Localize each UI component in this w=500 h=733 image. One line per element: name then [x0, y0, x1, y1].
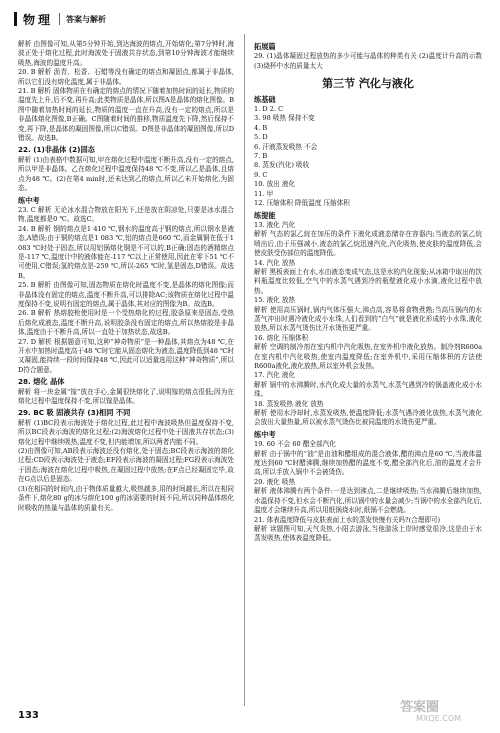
answer-paragraph: 12. 压缩体积 降低温度 压缩体积: [254, 199, 350, 208]
answer-paragraph: 11. 甲: [254, 189, 274, 198]
answer-paragraph: 23. C 解析 无论冰水混合物放在阳光下,还是放在阴凉处,只要是冰水混合物,温度都是0 ℃。故选C。: [18, 205, 234, 224]
answer-paragraph: 7. B: [254, 152, 268, 161]
answer-paragraph: 解析 空调的制冷剂在室内机中汽化吸热,在室外机中液化放热。制冷剂R600a在室内机中汽化吸热,使室内温度降低;在室外机中,采用压缩体积的方法使R600a液化,液化放热,所以室外机会发热。: [254, 343, 482, 370]
answer-paragraph: 解析 锅中的水沸腾时,水汽化成大量的水蒸气,水蒸气遇到冷的锅盖液化成小水珠。: [254, 380, 482, 399]
answer-paragraph: 17. 汽化 液化: [254, 371, 296, 380]
chapter-title: 第三节 汽化与液化: [322, 77, 414, 91]
answer-paragraph: 21. B 解析 固体物质在有确定的熔点的情况下随着加热时间的延长,物质的温度先上升,后不变,再升高;此类物质是晶体,所以图A是晶体的熔化图像。B图中随着加热时间的延长,物质的温度一直在升高,没有一定的熔点,所以是非晶体熔化图像,B正确。C图随着时间的推移,物质温度先下降,然后保持不变,再下降,是晶体的凝固图像,所以C错误。D图是非晶体的凝固图像,所以D错误。故选B。: [18, 87, 234, 143]
column-divider: [244, 34, 245, 706]
section-heading: 28. 熔化 晶体: [18, 377, 65, 387]
answer-paragraph: 解析 液体沸腾有两个条件:一是达到沸点,二是继续吸热;当水沸腾后继续加热,水温保持不变,但水会不断汽化,所以锅中的水量会减少;当锅中的水全部汽化后,温度才会继续升高,所以用纸锅烧水时,纸锅不会燃烧。: [254, 487, 482, 515]
answer-paragraph: 1. D 2. C: [254, 105, 284, 114]
answer-paragraph: 26. B 解析 热熔胶枪使用时是一个受热熔化的过程,胶条原来是固态,受热后熔化成液态,温度不断升高,说明胶条没有固定的熔点,所以热熔胶是非晶体,温度由于不断升高,所以一直处于加热状态,故选B。: [18, 309, 234, 337]
answer-paragraph: 4. B: [254, 123, 268, 132]
answer-paragraph: 13. 液化 汽化: [254, 220, 296, 229]
section-heading: 练提能: [254, 210, 276, 220]
answer-paragraph: 解析 气态的氯乙烷在加压的条件下液化成液态储存在容器内;当液态的氯乙烷喷出后,由于压强减小,液态的氯乙烷迅速汽化,汽化吸热,使皮肤的温度降低,会使皮肤受伤部位的温度降低。: [254, 230, 482, 258]
watermark-logo: 答案圈: [400, 700, 440, 715]
answer-paragraph: 解析 读题图可知,天气炎热,小阳去游泳,当他游泳上岸时感觉很冷,这是由于水蒸发吸热,使体表温度降低。: [254, 524, 482, 543]
header-subject: 物理: [23, 12, 54, 27]
answer-paragraph: 9. C: [254, 170, 268, 179]
answer-paragraph: 解析 (1)BC段表示海波处于熔化过程,此过程中海波吸热但温度保持不变,所以BC段表示海波的熔化过程;(2)海波熔化过程中处于固液共存状态;(3)熔化过程中继续吸热,温度不变,但内能增加,所以两者内能不同。: [18, 418, 234, 446]
answer-paragraph: 解析 (1)由表格中数据可知,甲在熔化过程中温度不断升高,没有一定的熔点,所以甲是非晶体。乙在熔化过程中温度保持48 ℃不变,所以乙是晶体,且熔点为48 ℃。(2)在第4 min时,还未达到乙的熔点,所以乙未开始熔化,为固态。: [18, 155, 234, 193]
answer-paragraph: 5. D: [254, 133, 268, 142]
section-heading: 22. (1)非晶体 (2)固态: [18, 145, 95, 155]
answer-paragraph: 8. 蒸发(汽化) 吸收: [254, 161, 310, 170]
page-header: [14, 8, 486, 30]
section-heading: 练基础: [254, 94, 276, 104]
answer-paragraph: 解析 使用高压锅时,锅内气体压强大,沸点高,容易将食物煮熟;当高压锅内的水蒸气冲出时遇冷液化成小水珠,人们看到的“白气”就是液化形成的小水珠,液化放热,所以水蒸气烫伤比开水烫伤更严重。: [254, 305, 482, 333]
header-subtitle: 答案与解析: [66, 14, 107, 24]
answer-paragraph: (3)在相同的时间内,由于物体质量越大,吸热越多,用的时间越长,所以在相同条件下,熔化80 g的冰与熔化100 g的冰需要的时间不同,所以同种晶体熔化时吸收的热量与晶体的质量有关。: [18, 484, 234, 512]
watermark-url: MXQE.COM: [416, 714, 462, 723]
answer-paragraph: 24. B 解析 钢的熔点是1 410 ℃,钢水的温度高于钢的熔点,所以钢水是液态,A错误;由于铜的熔点是1 083 ℃,铝的熔点是660 ℃,而金属铜在低于1 083 ℃时处于固态,所以用铝锅熔化铜是不可以的,B正确;固态的酒精熔点是-117 ℃,温度计中的液体能在-117 ℃以上正常使用,因此在零下51 ℃不可使用,C错误;氢的熔点是-259 ℃,所以-265 ℃时,氢是固态,D错误。故选B。: [18, 224, 234, 280]
answer-paragraph: 14. 汽化 放热: [254, 258, 296, 267]
answer-paragraph: 解析 由图像可知,从第5分钟开始,到达海波的熔点,开始熔化;第7分钟时,海波正处于熔化过程,此时海波处于固液共存状态,到第10分钟海波才能继续吸热,海波的温度升高。: [18, 40, 234, 67]
answer-paragraph: 3. 98 吸热 保持不变: [254, 114, 315, 123]
answer-paragraph: 解析 使用水冷却时,水蒸发吸热,使温度降低;水蒸气遇冷液化放热,水蒸气液化会放出大量热量,所以被水蒸气烫伤比被同温度的水烫伤更严重。: [254, 409, 482, 427]
answer-paragraph: 15. 液化 放热: [254, 296, 296, 305]
answer-paragraph: 解析 将一块金属“镓”放在手心,金属很快熔化了,说明镓的熔点很低;因为在熔化过程中温度保持不变,所以镓是晶体。: [18, 387, 234, 406]
answer-paragraph: (2)由图像可知,AB段表示海波还没有熔化,处于固态;BC段表示海波的熔化过程;CD段表示海波处于液态;EF段表示海波的凝固过程;FG段表示海波处于固态;海波在熔化过程中吸热,在凝固过程中放热;在F点已经凝固完毕,故在G点以后是固态。: [18, 447, 234, 484]
answer-paragraph: 16. 熔化 压缩体积: [254, 333, 309, 342]
answer-paragraph: 18. 蒸发吸热 液化 放热: [254, 399, 324, 408]
page-number: 133: [18, 710, 39, 721]
section-heading: 29. BC 吸 固液共存 (3)相同 不同: [18, 408, 131, 418]
section-heading: 练中考: [254, 429, 276, 439]
answer-paragraph: 解析 由于锅中的“油”是由油和醋组成的混合液体,醋的沸点是60 ℃,当液体温度达到60 ℃时醋沸腾,继续加热醋的温度不变,醋全部汽化后,油的温度才会升高,所以手放入锅中不会被烫伤。: [254, 449, 482, 477]
answer-paragraph: 6. 汗液蒸发吸热 不会: [254, 142, 318, 151]
answer-paragraph: 解析 黑板表面上有水,水由液态变成气态,这是水的汽化现象;从冰箱中取出的饮料瓶温度比较低,空气中的水蒸气遇到冷的瓶壁液化成小水滴,液化过程中放热。: [254, 267, 482, 295]
section-heading: 拓展篇: [254, 42, 276, 51]
answer-paragraph: 27. D 解析 根据题意可知,这种“神奇物质”是一种晶体,其熔点为48 ℃,在开水中加热时温度高于48 ℃时它能从固态熔化为液态,温度降低到48 ℃时又凝固,能持续一段时间保持48 ℃,因此可以适量选用这种“神奇物质”,所以D符合题意。: [18, 337, 234, 374]
answer-paragraph: 29. (1)晶体凝固过程放热的多少可能与晶体的种类有关 (2)温度计升高的示数 (3)烧杯中水的质量太大: [254, 52, 482, 70]
header-bar: [14, 12, 17, 26]
answer-paragraph: 25. B 解析 由图像可知,固态物质在熔化时温度不变,是晶体的熔化图像;而非晶体没有固定的熔点,温度不断升高,可以排除AC;该物质在熔化过程中温度保持不变,说明有固定的熔点,属于晶体,其对应的图像为B。故选B。: [18, 281, 234, 308]
answer-paragraph: 10. 放出 液化: [254, 180, 296, 189]
right-column: [254, 40, 482, 544]
answer-paragraph: 19. 60 不会 60 醋全部汽化: [254, 440, 336, 449]
header-separator: [59, 13, 60, 25]
answer-paragraph: 21. 体表温度降低与皮肤表面上水的蒸发快慢有关吗?(合理即可): [254, 515, 441, 524]
section-heading: 练中考: [18, 195, 40, 205]
answer-paragraph: 20. B 解析 沥青、松香、石蜡等没有确定的熔点和凝固点,都属于非晶体,所以它们没有熔化温度,属于非晶体。: [18, 68, 234, 86]
answer-paragraph: 20. 液化 吸热: [254, 477, 296, 486]
left-column: [18, 40, 234, 513]
